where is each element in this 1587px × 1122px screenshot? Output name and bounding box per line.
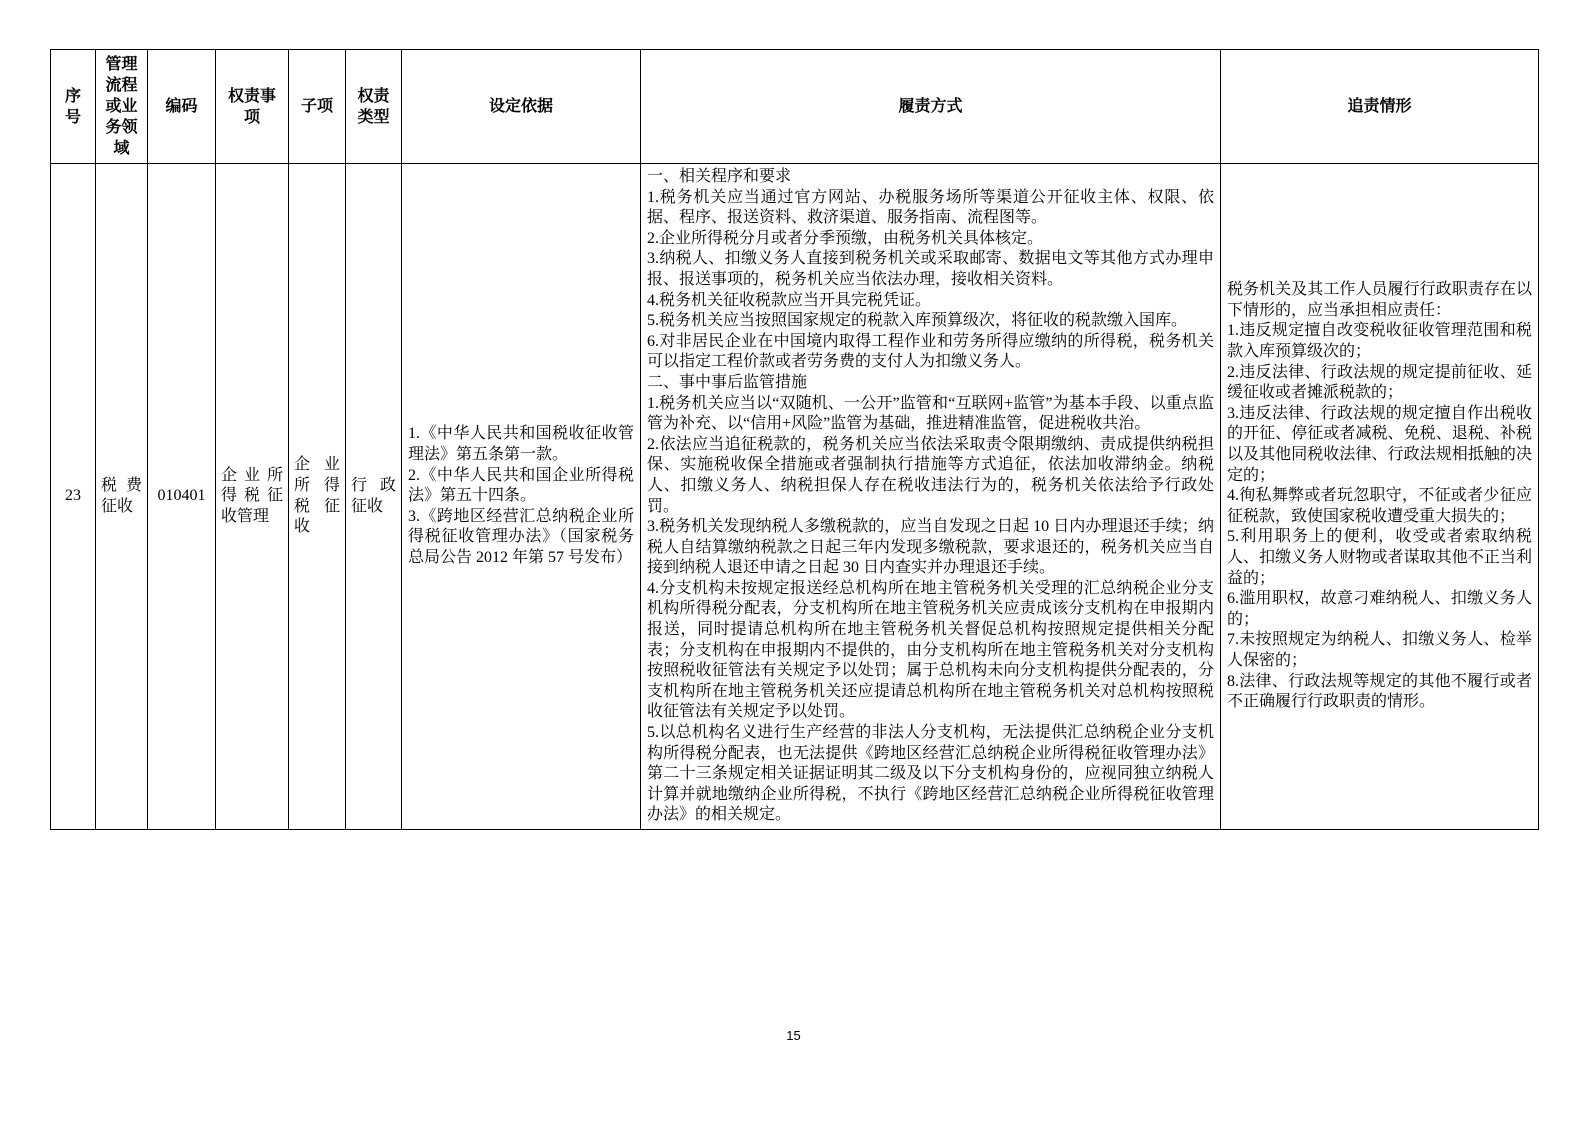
cell-accountability: [1221, 164, 1539, 830]
performance-item: 1.税务机关应当通过官方网站、办税服务场所等渠道公开征收主体、权限、依据、程序、报送资料、救济渠道、服务指南、流程图等。: [647, 188, 1214, 227]
performance-item: 5.税务机关应当按照国家规定的税款入库预算级次，将征收的税款缴入国库。: [647, 312, 1188, 330]
col-header-code: 编码: [148, 50, 216, 164]
legal-basis-item: 3.《跨地区经营汇总纳税企业所得税征收管理办法》（国家税务总局公告 2012 年第 57 号发布）: [408, 507, 634, 566]
col-header-performance: 履责方式: [641, 50, 1221, 164]
cell-code: 010401: [148, 164, 216, 830]
performance-item: 一、相关程序和要求: [647, 168, 792, 185]
performance-item: 6.对非居民企业在中国境内取得工程作业和劳务所得应缴纳的所得税，税务机关可以指定工程价款或者劳务费的支付人为扣缴义务人。: [647, 332, 1214, 371]
accountability-item: 4.徇私舞弊或者玩忽职守，不征或者少征应征税款，致使国家税收遭受重大损失的；: [1227, 487, 1532, 525]
accountability-item: 1.违反规定擅自改变税收征收管理范围和税款入库预算级次的；: [1227, 322, 1532, 361]
col-header-power-type: 权责类型: [346, 50, 402, 164]
legal-basis-item: 1.《中华人民共和国税收征收管理法》第五条第一款。: [408, 425, 634, 464]
performance-item: 1.税务机关应当以“双随机、一公开”监管和“互联网+监管”为基本手段、以重点监管为补充、以“信用+风险”监管为基础，推进精准监管，促进税收共治。: [647, 394, 1214, 433]
power-responsibility-table: [50, 49, 1539, 830]
performance-item: 4.税务机关征收税款应当开具完税凭证。: [647, 291, 932, 309]
performance-item: 3.纳税人、扣缴义务人直接到税务机关或采取邮寄、数据电文等其他方式办理申报、报送事项的，税务机关应当依法办理，接收相关资料。: [647, 250, 1214, 288]
cell-subitem: 企业所得税征收: [289, 164, 346, 830]
col-header-matter: 权责事项: [216, 50, 289, 164]
performance-item: 2.企业所得税分月或者分季预缴，由税务机关具体核定。: [647, 229, 1044, 247]
accountability-item: 2.违反法律、行政法规的规定提前征收、延缓征收或者摊派税款的；: [1227, 363, 1532, 402]
accountability-item: 6.滥用职权，故意刁难纳税人、扣缴义务人的；: [1227, 590, 1532, 628]
cell-matter: 企业所得税征收管理: [216, 164, 289, 830]
performance-item: 2.依法应当追征税款的，税务机关应当依法采取责令限期缴纳、责成提供纳税担保、实施税收保全措施或者强制执行措施等方式追征，依法加收滞纳金。纳税人、扣缴义务人、纳税担保人存在税收违法行为的，税务机关依法给予行政处罚。: [647, 435, 1214, 515]
accountability-item: 税务机关及其工作人员履行行政职责存在以下情形的，应当承担相应责任：: [1227, 281, 1532, 319]
accountability-item: 3.违反法律、行政法规的规定擅自作出税收的开征、停征或者减税、免税、退税、补税以及其他同税收法律、行政法规相抵触的决定的；: [1227, 404, 1532, 484]
table-header-row: [51, 50, 1539, 164]
cell-legal-basis: [402, 164, 641, 830]
cell-power-type: 行政征收: [346, 164, 402, 830]
performance-item: 3.税务机关发现纳税人多缴税款的，应当自发现之日起 10 日内办理退还手续；纳税人自结算缴纳税款之日起三年内发现多缴税款，要求退还的，税务机关应当自接到纳税人退还申请之日起 30 日内查实并办理退还手续。: [647, 518, 1214, 577]
performance-item: 5.以总机构名义进行生产经营的非法人分支机构，无法提供汇总纳税企业分支机构所得税分配表，也无法提供《跨地区经营汇总纳税企业所得税征收管理办法》第二十三条规定相关证据证明其二级及以下分支机构身份的，应视同独立纳税人计算并就地缴纳企业所得税，不执行《跨地区经营汇总纳税企业所得税征收管理办法》的相关规定。: [647, 724, 1214, 824]
cell-performance: [641, 164, 1221, 830]
page-number: 15: [786, 1028, 801, 1043]
cell-category: 税费征收: [96, 164, 148, 830]
col-header-legal-basis: 设定依据: [402, 50, 641, 164]
accountability-item: 8.法律、行政法规等规定的其他不履行或者不正确履行行政职责的情形。: [1227, 672, 1532, 711]
accountability-item: 5.利用职务上的便利，收受或者索取纳税人、扣缴义务人财物或者谋取其他不正当利益的；: [1227, 528, 1532, 587]
performance-item: 二、事中事后监管措施: [647, 373, 808, 391]
legal-basis-item: 2.《中华人民共和国企业所得税法》第五十四条。: [408, 466, 634, 505]
table-row: [51, 164, 1539, 830]
cell-seq: 23: [51, 164, 96, 830]
accountability-item: 7.未按照规定为纳税人、扣缴义务人、检举人保密的；: [1227, 631, 1532, 669]
col-header-subitem: 子项: [289, 50, 346, 164]
col-header-process-area: 管理流程或业务领域: [96, 50, 148, 164]
col-header-accountability: 追责情形: [1221, 50, 1539, 164]
performance-item: 4.分支机构未按规定报送经总机构所在地主管税务机关受理的汇总纳税企业分支机构所得税分配表，分支机构所在地主管税务机关应责成该分支机构在申报期内报送，同时提请总机构所在地主管税务机关督促总机构按照规定提供相关分配表；分支机构在申报期内不提供的，由分支机构所在地主管税务机关对分支机构按照税收征管法有关规定予以处罚；属于总机构未向分支机构提供分配表的，分支机构所在地主管税务机关还应提请总机构所在地主管税务机关对总机构按照税收征管法有关规定予以处罚。: [647, 579, 1214, 721]
col-header-seq: 序号: [51, 50, 96, 164]
